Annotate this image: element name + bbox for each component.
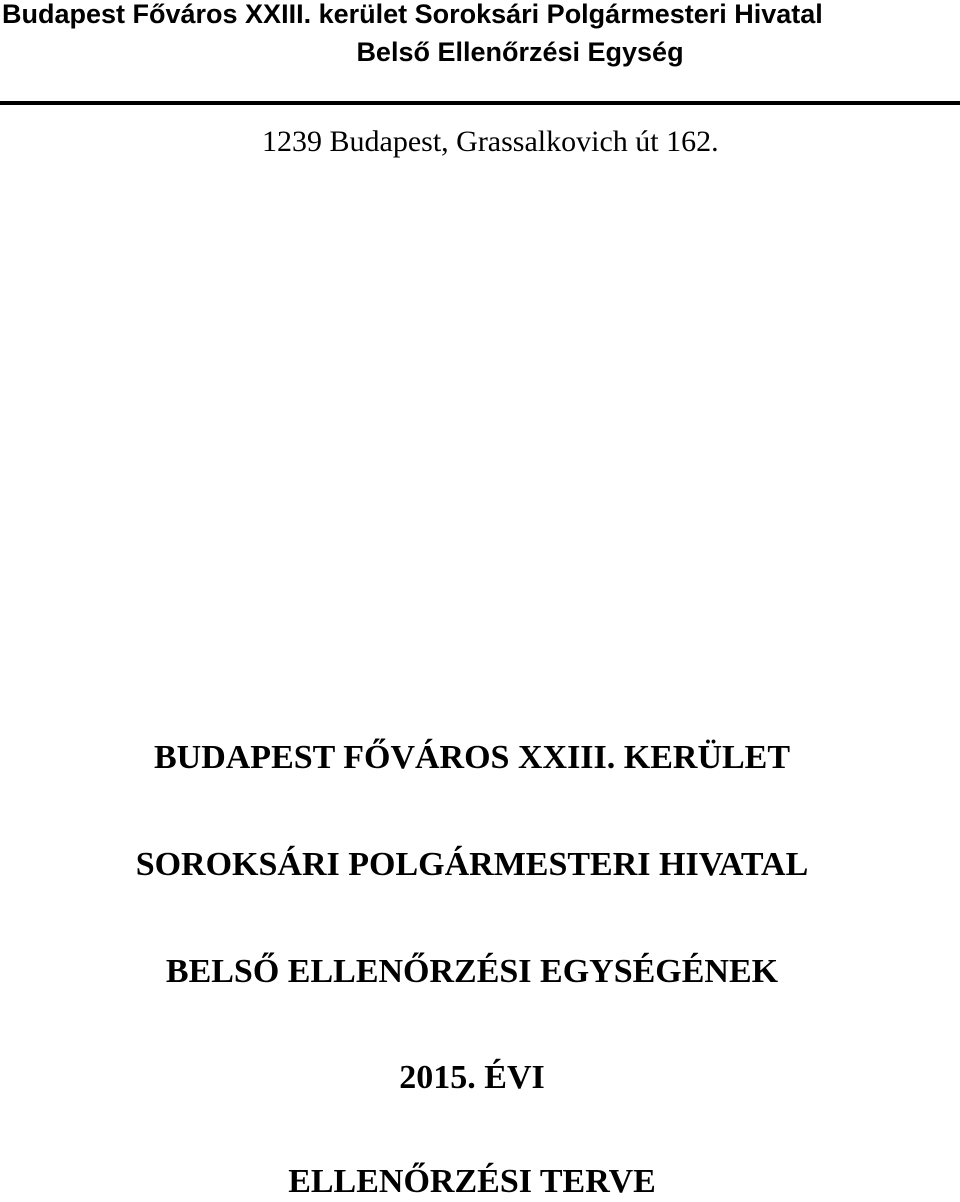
header-divider [0, 101, 960, 105]
address-line: 1239 Budapest, Grassalkovich út 162. [262, 125, 719, 158]
title-line-plan: ELLENŐRZÉSI TERVE [288, 1163, 656, 1200]
title-line-office: SOROKSÁRI POLGÁRMESTERI HIVATAL [135, 846, 809, 883]
title-line-unit: BELSŐ ELLENŐRZÉSI EGYSÉGÉNEK [165, 953, 779, 990]
header-organization-name: Budapest Főváros XXIII. kerület Soroksári Polgármesteri Hivatal [2, 0, 823, 29]
title-line-district: BUDAPEST FŐVÁROS XXIII. KERÜLET [153, 739, 791, 776]
header-unit-name: Belső Ellenőrzési Egység [356, 37, 684, 67]
title-line-year: 2015. ÉVI [399, 1059, 545, 1096]
